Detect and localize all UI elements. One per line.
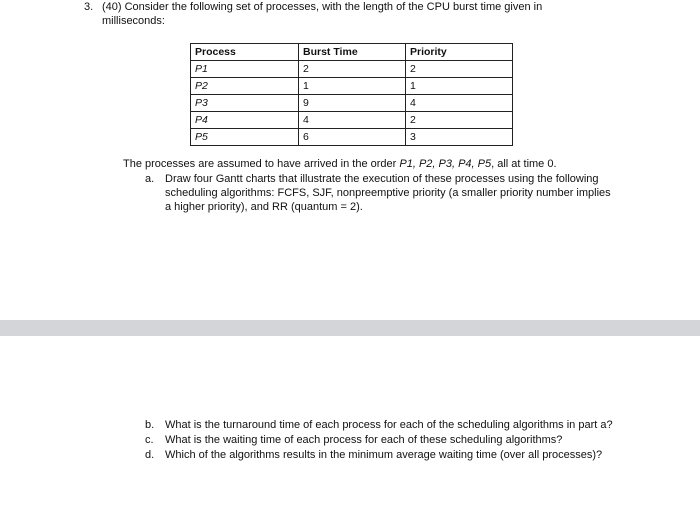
list-item [145, 433, 615, 447]
arrival-prefix: The processes are assumed to have arrived in the order [123, 158, 400, 170]
part-b-marker: b. [145, 419, 155, 431]
table-row [191, 95, 513, 112]
process-cell: P3 [191, 95, 299, 112]
table-row [191, 78, 513, 95]
process-cell: P5 [191, 129, 299, 146]
table-header-row [191, 44, 513, 61]
header-process: Process [191, 44, 299, 61]
part-d-text: Which of the algorithms results in the minimum average waiting time (over all processes)? [165, 449, 603, 461]
arrival-order: P1, P2, P3, P4, P5 [399, 158, 492, 170]
parts-bcd-list [145, 418, 615, 463]
process-cell: P1 [191, 61, 299, 78]
arrival-suffix: , all at time 0. [491, 158, 557, 170]
part-b-text: What is the turnaround time of each process for each of the scheduling algorithms in part a? [165, 419, 613, 431]
table-row [191, 61, 513, 78]
priority-cell: 2 [406, 112, 513, 129]
list-item [145, 172, 615, 214]
header-priority: Priority [406, 44, 513, 61]
part-a-marker: a. [145, 173, 155, 185]
part-d-marker: d. [145, 449, 155, 461]
priority-cell: 2 [406, 61, 513, 78]
part-a-text: Draw four Gantt charts that illustrate the execution of these processes using the following scheduling algorithms: FCFS, SJF, nonpreemptive priority (a smaller priority number implies a higher priority), and RR (quantum = 2). [165, 173, 611, 213]
question-text: (40) Consider the following set of processes, with the length of the CPU burst time given in milliseconds: [102, 1, 543, 27]
header-burst-time: Burst Time [299, 44, 406, 61]
list-item [145, 448, 615, 462]
page-separator [0, 320, 700, 336]
priority-cell: 3 [406, 129, 513, 146]
burst-cell: 2 [299, 61, 406, 78]
table-row [191, 112, 513, 129]
burst-cell: 6 [299, 129, 406, 146]
burst-cell: 9 [299, 95, 406, 112]
list-item [145, 418, 615, 432]
part-c-marker: c. [145, 434, 154, 446]
part-c-text: What is the waiting time of each process for each of these scheduling algorithms? [165, 434, 563, 446]
process-table [190, 43, 513, 146]
question-number: 3. [84, 1, 94, 13]
process-cell: P4 [191, 112, 299, 129]
part-a-list [145, 172, 615, 214]
table-row [191, 129, 513, 146]
process-cell: P2 [191, 78, 299, 95]
arrival-statement [123, 157, 643, 171]
burst-cell: 1 [299, 78, 406, 95]
priority-cell: 4 [406, 95, 513, 112]
burst-cell: 4 [299, 112, 406, 129]
priority-cell: 1 [406, 78, 513, 95]
